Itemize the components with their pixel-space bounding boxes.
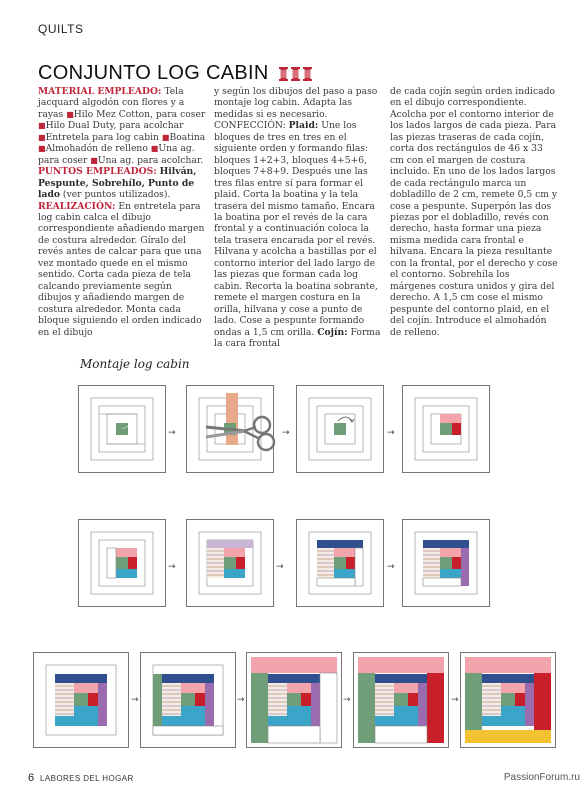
step-arrow-icon: → [131,695,139,705]
step-arrow-icon: → [387,428,395,438]
material-item: Una ag. para acolchar. [97,154,204,166]
material-item: Hilo Dual Duty, para acolchar [45,120,184,132]
article-column-1: MATERIAL EMPLEADO: Tela jacquard algodón con flores y a rayas ■Hilo Mez Cotton, para coser ■Hilo Dual Duty, para acolchar ■Entretela para log cabin ■Boatina ■Almohadón de relleno ■Una ag. para coser ■Una ag. para acolchar. PUNTOS EMPLEADOS: Hilván, Pespunte, Sobrehílo, Punto de lado (ver puntos utilizados). REALIZACIÓN: En entretela para log cabin calca el dibujo correspondiente añadiendo margen de costura alrededor. Gíralo del revés antes de calcar para que una vez montado quede en el mismo sentido. Corta cada pieza de tela calcando previamente según dibujos y añadiendo margen de costura alrededor. Monta cada bloque siguiendo el orden indicado en el dibujo [38,86,206,338]
log-cabin-step-3 [296,385,384,473]
realizacion-label: REALIZACIÓN: [38,200,116,212]
step-arrow-icon: → [282,428,290,438]
material-item: Almohadón de relleno [45,143,148,155]
step-arrow-icon: → [237,695,245,705]
log-cabin-step-1 [78,385,166,473]
page-title-text: CONJUNTO LOG CABIN [38,62,269,84]
step-arrow-icon: → [451,695,459,705]
col2-text-c: Forma la cara frontal [214,326,381,349]
section-tag: QUILTS [38,22,84,36]
step-arrow-icon: → [276,562,284,572]
step-arrow-icon: → [387,562,395,572]
log-cabin-step-10 [140,652,236,748]
puntos-label: PUNTOS EMPLEADOS: [38,166,157,178]
material-item: Hilo Mez Cotton, para coser [73,108,206,120]
log-cabin-step-8 [402,519,490,607]
article-body [38,86,558,349]
log-cabin-step-13 [460,652,556,748]
watermark-site: PassionForum.ru [503,772,580,783]
step-arrow-icon: → [343,695,351,705]
spool-decoration-icon [279,66,313,82]
puntos-tail: (ver puntos utilizados). [62,189,171,201]
col2-text-a: y según los dibujos del paso a paso montaje log cabin. Adapta las medidas si es necesario. CONFECCIÓN: [214,86,378,132]
plaid-label: Plaid: [288,120,319,132]
material-item: Tela jacquard algodón con flores y a rayas [38,86,185,120]
step-arrow-icon: → [168,428,176,438]
log-cabin-step-7 [296,519,384,607]
material-item: Boatina [169,131,206,143]
log-cabin-step-2 [186,385,296,473]
magazine-name: LABORES DEL HOGAR [40,774,134,783]
log-cabin-step-11 [246,652,342,748]
realizacion-text: En entretela para log cabin calca el dibujo correspondiente añadiendo margen de costura alrededor. Gíralo del revés antes de calcar para que una vez montado quede en el mismo sentido. Corta cada pieza de tela calcando previamente según dibujos y añadiendo margen de costura alrededor. Monta cada bloque siguiendo el orden indicado en el dibujo [38,200,205,338]
puntos-text: Hilván, Pespunte, Sobrehílo, Punto de lado [38,166,197,201]
step-arrow-icon: → [168,562,176,572]
cojin-label: Cojín: [317,326,348,338]
article-column-2 [214,86,382,349]
log-cabin-step-5 [78,519,166,607]
article-column-3 [390,86,558,349]
col3-text: de cada cojín según orden indicado en el dibujo correspondiente. Acolcha por el contorno interior de los lados largos de cada pieza. Para las piezas traseras de cada cojín, corta dos rectángulos de 46 x 33 cm con el margen de costura incluido. En uno de los lados largos de cada rectángulo marca un dobladillo de 2 cm, remete 0,5 cm y cose a pespunte. Superpón las dos piezas por el dobladillo, revés con derecho, hasta formar una pieza misma medida cara frontal e hilvana. Encara la pieza resultante con la frontal, por el derecho y cose el contorno. Sobrehíla los márgenes costura unidos y gira del derecho. A 1,5 cm cose el mismo pespunte del contorno plaid, en el del cojín. Introduce el almohadón de relleno. [390,86,558,338]
material-label: MATERIAL EMPLEADO: [38,86,162,97]
log-cabin-step-12 [353,652,449,748]
log-cabin-step-4 [402,385,490,473]
material-item: Una ag. para coser [38,143,195,166]
log-cabin-step-9 [33,652,129,748]
material-item: Entretela para log cabin [45,131,159,143]
page-number: 6 [28,772,35,784]
page-title [38,62,313,85]
log-cabin-step-6 [186,519,274,607]
col2-text-b: Une los bloques de tres en tres en el siguiente orden y formando filas: bloques 1+2+3, bloques 4+5+6, bloques 7+8+9. Después une las tres filas entre sí para formar el plaid. Corta la boatina y la tela trasera del mismo tamaño. Encara la boatina por el revés de la cara frontal y a continuación coloca la tela trasera encarada por el revés. Hilvana y acolcha a bastillas por el contorno interior del lado largo de las piezas que forman cada log cabin. Recorta la boatina sobrante, remete el margen costura en la orilla, hilvana y cose a punto de lado. Cose a pespunte formando ondas a 1,5 cm orilla. [214,120,378,338]
diagram-title: Montaje log cabin [80,357,190,371]
